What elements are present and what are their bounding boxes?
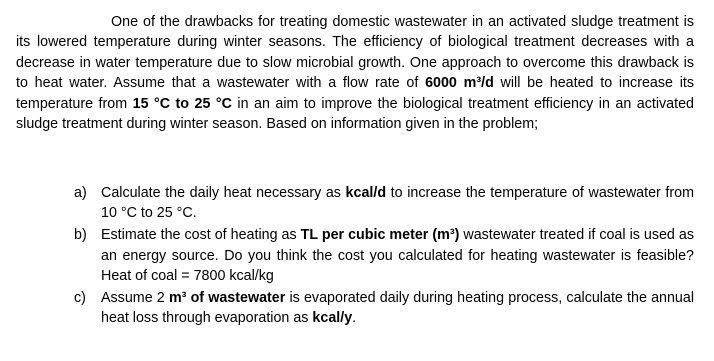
question-text: to increase the temperature of wastewater from 10 °C to 25 °C. (101, 185, 694, 222)
temperature-range: 15 °C to 25 °C (132, 95, 232, 112)
unit-emphasis: kcal/y (312, 310, 353, 327)
unit-emphasis: TL per cubic meter (m³) (300, 227, 460, 244)
intro-text-3: in an aim to improve the biological treatment efficiency in an activated sludge treatment during winter season. Based on information given in the problem; (16, 95, 694, 133)
unit-emphasis: kcal/d (345, 185, 387, 201)
intro-text-1: One of the drawbacks for treating domestic wastewater in an activated sludge treatment is its lowered temperature during winter seasons. The efficiency of biological treatment decreases with a decrease in water temperature due to slow microbial growth. One approach to overcome this drawback is to heat water. Assume that a wastewater with a flow rate of (16, 14, 694, 92)
question-item-b (74, 225, 694, 286)
intro-text-2: will be heated to increase its temperature from (16, 75, 694, 112)
question-text: . (352, 310, 357, 327)
question-marker: b) (74, 227, 87, 244)
question-text: Assume 2 (101, 290, 169, 307)
question-item-c (74, 288, 694, 328)
question-item-a (74, 183, 694, 223)
question-text: wastewater treated if coal is used as an energy source. Do you think the cost you calculated for heating wastewater is feasible? Heat of coal = 7800 kcal/kg (101, 227, 694, 284)
question-text: Calculate the daily heat necessary as (101, 185, 346, 201)
question-marker: c) (74, 290, 86, 307)
question-text: Estimate the cost of heating as (101, 227, 301, 244)
problem-intro-paragraph (16, 12, 694, 134)
question-text: is evaporated daily during heating process, calculate the annual heat loss through evaporation as (101, 290, 695, 327)
unit-emphasis: m³ of wastewater (168, 290, 286, 307)
question-list (74, 183, 694, 330)
question-marker: a) (74, 185, 87, 201)
flow-rate-value: 6000 m³/d (425, 75, 494, 92)
